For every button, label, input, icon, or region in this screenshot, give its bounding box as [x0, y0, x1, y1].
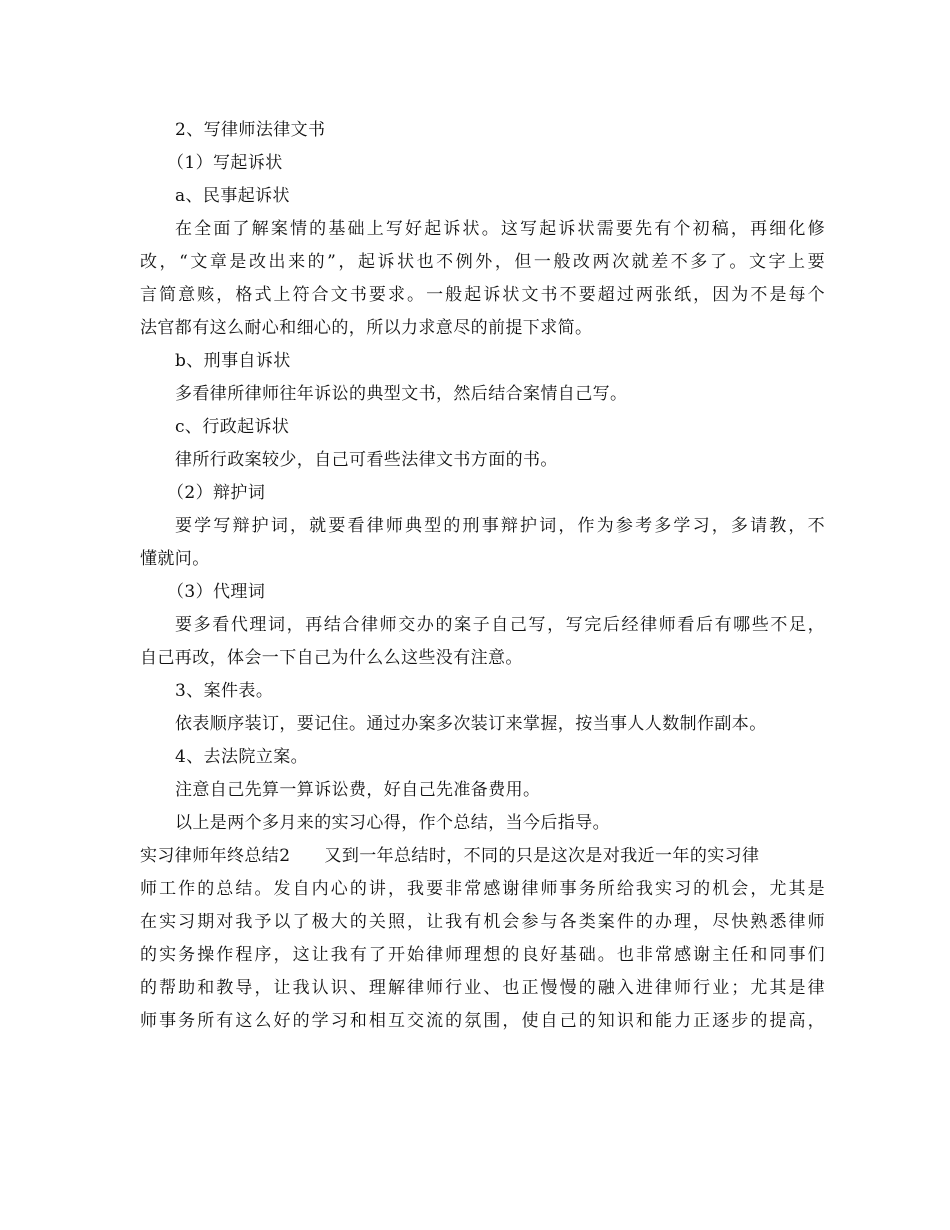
paragraph-line: 在实习期对我予以了极大的关照，让我有机会参与各类案件的办理，尽快熟悉律师	[140, 912, 825, 932]
paragraph-line: 要学写辩护词，就要看律师典型的刑事辩护词，作为参考多学习，多请教，不	[175, 516, 825, 536]
paragraph-line: 的实务操作程序，这让我有了开始律师理想的良好基础。也非常感谢主任和同事们	[140, 945, 825, 965]
document-body	[140, 114, 825, 1038]
paragraph-line: 自己再改，体会一下自己为什么么这些没有注意。	[140, 648, 523, 668]
section-heading: 3、案件表。	[175, 681, 274, 701]
paragraph-line: 改，“文章是改出来的”，起诉状也不例外，但一般改两次就差不多了。文字上要	[140, 252, 825, 272]
paragraph-line: 的帮助和教导，让我认识、理解律师行业、也正慢慢的融入进律师行业；尤其是律	[140, 978, 825, 998]
paragraph-line: 言简意赅，格式上符合文书要求。一般起诉状文书不要超过两张纸，因为不是每个	[140, 285, 825, 305]
section-heading: 2、写律师法律文书	[175, 120, 326, 140]
section-heading: 4、去法院立案。	[175, 747, 309, 767]
subsection-heading: （1）写起诉状	[167, 153, 283, 173]
paragraph-line: 注意自己先算一算诉讼费，好自己先准备费用。	[175, 780, 541, 800]
section2-first-line	[140, 840, 825, 873]
item-heading: a、民事起诉状	[175, 186, 290, 206]
paragraph-line: 师事务所有这么好的学习和相互交流的氛围，使自己的知识和能力正逐步的提高，	[140, 1011, 825, 1031]
paragraph-line: 法官都有这么耐心和细心的，所以力求意尽的前提下求简。	[140, 318, 593, 338]
summary-line: 以上是两个多月来的实习心得，作个总结，当今后指导。	[175, 813, 610, 833]
paragraph-line: 师工作的总结。发自内心的讲，我要非常感谢律师事务所给我实习的机会，尤其是	[140, 879, 825, 899]
paragraph-line: 懂就问。	[140, 549, 210, 569]
paragraph-line: 依表顺序装订，要记住。通过办案多次装订来掌握，按当事人人数制作副本。	[175, 714, 767, 734]
section2-heading: 实习律师年终总结2	[140, 846, 291, 866]
section2-first-text: 又到一年总结时，不同的只是这次是对我近一年的实习律	[324, 846, 760, 866]
subsection-heading: （2）辩护词	[167, 483, 266, 503]
paragraph-line: 多看律所律师往年诉讼的典型文书，然后结合案情自己写。	[175, 384, 628, 404]
paragraph-line: 律所行政案较少，自己可看些法律文书方面的书。	[175, 450, 558, 470]
paragraph-line: 要多看代理词，再结合律师交办的案子自己写，写完后经律师看后有哪些不足，	[175, 615, 825, 635]
item-heading: b、刑事自诉状	[175, 351, 291, 371]
paragraph-line: 在全面了解案情的基础上写好起诉状。这写起诉状需要先有个初稿，再细化修	[175, 219, 825, 239]
subsection-heading: （3）代理词	[167, 582, 266, 602]
item-heading: c、行政起诉状	[175, 417, 290, 437]
